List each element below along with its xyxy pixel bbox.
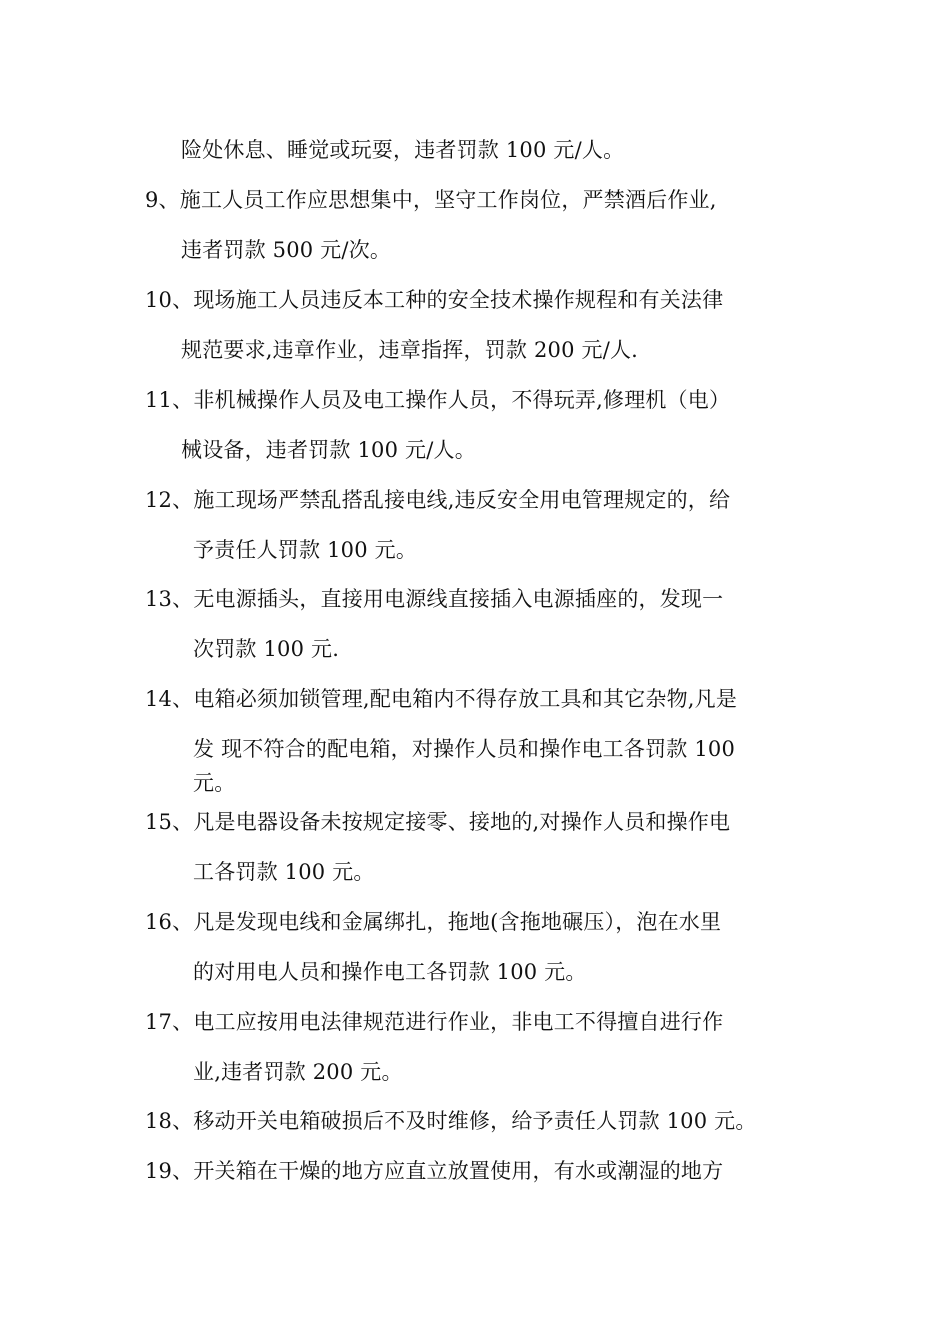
text-line: 17、电工应按用电法律规范进行作业，非电工不得擅自进行作 [145, 1010, 724, 1034]
text-line: 次罚款 100 元. [193, 637, 340, 661]
text-line: 予责任人罚款 100 元。 [193, 538, 418, 562]
text-line: 械设备，违者罚款 100 元/人。 [181, 438, 476, 462]
text-line: 14、电箱必须加锁管理,配电箱内不得存放工具和其它杂物,凡是 [145, 687, 738, 711]
text-line: 9、施工人员工作应思想集中，坚守工作岗位，严禁酒后作业, [145, 188, 717, 212]
text-line: 规范要求,违章作业，违章指挥，罚款 200 元/人. [181, 338, 639, 362]
text-line: 10、现场施工人员违反本工种的安全技术操作规程和有关法律 [145, 288, 724, 312]
text-line: 13、无电源插头，直接用电源线直接插入电源插座的，发现一 [145, 587, 724, 611]
text-line: 16、凡是发现电线和金属绑扎，拖地(含拖地碾压），泡在水里 [145, 910, 722, 934]
text-line: 的对用电人员和操作电工各罚款 100 元。 [193, 960, 587, 984]
text-line: 19、开关箱在干燥的地方应直立放置使用，有水或潮湿的地方 [145, 1159, 724, 1183]
text-line: 12、施工现场严禁乱搭乱接电线,违反安全用电管理规定的，给 [145, 488, 731, 512]
text-line: 15、凡是电器设备未按规定接零、接地的,对操作人员和操作电 [145, 810, 731, 834]
text-line: 业,违者罚款 200 元。 [193, 1060, 403, 1084]
text-line: 18、移动开关电箱破损后不及时维修，给予责任人罚款 100 元。 [145, 1109, 757, 1133]
text-line: 11、非机械操作人员及电工操作人员，不得玩弄,修理机（电） [145, 388, 731, 412]
text-line: 工各罚款 100 元。 [193, 860, 375, 884]
text-line: 险处休息、睡觉或玩耍，违者罚款 100 元/人。 [181, 138, 625, 162]
text-line: 元。 [193, 771, 236, 795]
text-line: 违者罚款 500 元/次。 [181, 238, 392, 262]
text-line: 发 现不符合的配电箱，对操作人员和操作电工各罚款 100 [193, 737, 736, 761]
